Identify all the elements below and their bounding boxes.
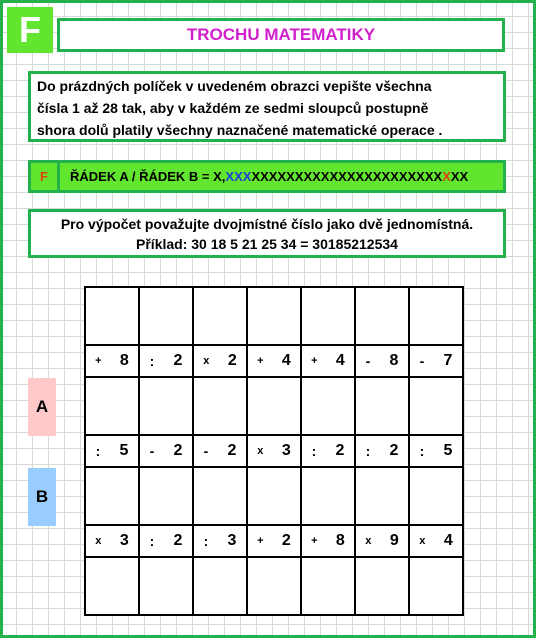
operator-symbol: + <box>257 355 264 367</box>
operand-number: 9 <box>389 532 399 549</box>
answer-cell[interactable] <box>85 377 139 435</box>
operation-cell <box>193 435 247 467</box>
operation-row <box>85 345 463 377</box>
operand-number: 2 <box>335 442 345 459</box>
operation-content <box>194 352 246 370</box>
operand-number: 5 <box>119 442 129 459</box>
formula-middle-part: XXXXXXXXXXXXXXXXXXXXXX <box>251 169 443 184</box>
operator-symbol: : <box>149 353 155 369</box>
operand-number: 2 <box>173 352 183 369</box>
answer-cell[interactable] <box>193 467 247 525</box>
answer-cell[interactable] <box>85 557 139 615</box>
operand-number: 2 <box>281 532 291 549</box>
answer-cell[interactable] <box>409 377 463 435</box>
operand-number: 8 <box>335 532 345 549</box>
operation-content <box>86 532 138 550</box>
operator-symbol: x <box>203 355 210 367</box>
formula-label: F <box>31 163 60 190</box>
answer-cell[interactable] <box>139 377 193 435</box>
answer-cell[interactable] <box>193 377 247 435</box>
operation-content <box>356 352 408 370</box>
operation-cell <box>355 525 409 557</box>
operation-content <box>410 442 462 460</box>
operation-cell <box>355 435 409 467</box>
answer-cell[interactable] <box>247 287 301 345</box>
operation-cell <box>85 525 139 557</box>
answer-cell[interactable] <box>301 287 355 345</box>
operation-content <box>410 352 462 370</box>
answer-cell[interactable] <box>355 287 409 345</box>
operator-symbol: : <box>203 533 209 549</box>
answer-cell[interactable] <box>247 557 301 615</box>
operation-cell <box>247 525 301 557</box>
operation-content <box>140 442 192 460</box>
answer-cell[interactable] <box>355 467 409 525</box>
operation-content <box>302 532 354 550</box>
operand-number: 5 <box>443 442 453 459</box>
operation-content <box>356 532 408 550</box>
note-line-2: Příklad: 30 18 5 21 25 34 = 30185212534 <box>136 236 398 252</box>
operation-cell <box>409 435 463 467</box>
instructions-line-3: shora dolů platily všechny naznačené matematické operace . <box>37 122 443 138</box>
row-label-a: A <box>28 378 56 436</box>
instructions-box <box>28 71 506 142</box>
operation-content <box>140 532 192 550</box>
operation-content <box>248 442 300 460</box>
operation-row <box>85 525 463 557</box>
operation-cell <box>139 345 193 377</box>
operator-symbol: : <box>419 443 425 459</box>
formula-blue-part: XXX <box>225 169 252 184</box>
operation-content <box>248 352 300 370</box>
operand-number: 4 <box>281 352 291 369</box>
note-box <box>28 209 506 258</box>
blank-row <box>85 287 463 345</box>
operation-cell <box>301 435 355 467</box>
formula-text <box>60 169 468 184</box>
operation-cell <box>301 345 355 377</box>
operand-number: 2 <box>389 442 399 459</box>
operation-content <box>302 442 354 460</box>
answer-cell[interactable] <box>139 557 193 615</box>
operator-symbol: x <box>257 445 264 457</box>
operator-symbol: + <box>95 355 102 367</box>
operator-symbol: + <box>311 355 318 367</box>
answer-cell[interactable] <box>409 467 463 525</box>
operand-number: 3 <box>281 442 291 459</box>
blank-row <box>85 557 463 615</box>
operand-number: 3 <box>227 532 237 549</box>
blank-row <box>85 467 463 525</box>
operand-number: 7 <box>443 352 453 369</box>
operand-number: 2 <box>173 532 183 549</box>
operator-symbol: - <box>203 443 209 459</box>
operator-symbol: - <box>365 353 371 369</box>
operator-symbol: - <box>419 353 425 369</box>
puzzle-title: TROCHU MATEMATIKY <box>57 18 505 52</box>
answer-cell[interactable] <box>193 287 247 345</box>
operation-cell <box>301 525 355 557</box>
operation-content <box>86 442 138 460</box>
operation-cell <box>355 345 409 377</box>
answer-cell[interactable] <box>301 467 355 525</box>
formula-prefix: ŘÁDEK A / ŘÁDEK B = X, <box>70 169 226 184</box>
operation-content <box>140 352 192 370</box>
operand-number: 2 <box>227 442 237 459</box>
operator-symbol: x <box>95 535 102 547</box>
puzzle-board <box>84 286 464 616</box>
answer-cell[interactable] <box>85 467 139 525</box>
answer-cell[interactable] <box>355 557 409 615</box>
operator-symbol: - <box>149 443 155 459</box>
answer-cell[interactable] <box>139 467 193 525</box>
answer-cell[interactable] <box>247 467 301 525</box>
operation-content <box>248 532 300 550</box>
puzzle-badge: F <box>7 7 53 53</box>
blank-row <box>85 377 463 435</box>
operand-number: 8 <box>389 352 399 369</box>
operation-cell <box>247 345 301 377</box>
operation-content <box>194 532 246 550</box>
operator-symbol: : <box>365 443 371 459</box>
operator-symbol: x <box>365 535 372 547</box>
answer-cell[interactable] <box>301 557 355 615</box>
puzzle-grid <box>84 286 464 616</box>
operation-cell <box>85 345 139 377</box>
operator-symbol: : <box>311 443 317 459</box>
operation-content <box>356 442 408 460</box>
operation-content <box>410 532 462 550</box>
answer-cell[interactable] <box>301 377 355 435</box>
operand-number: 4 <box>443 532 453 549</box>
formula-suffix: XX <box>450 169 469 184</box>
operation-content <box>194 442 246 460</box>
operation-cell <box>247 435 301 467</box>
formula-bar <box>28 160 506 193</box>
operator-symbol: + <box>311 535 318 547</box>
operation-cell <box>139 525 193 557</box>
operand-number: 2 <box>227 352 237 369</box>
operand-number: 2 <box>173 442 183 459</box>
operand-number: 4 <box>335 352 345 369</box>
answer-cell[interactable] <box>409 287 463 345</box>
answer-cell[interactable] <box>409 557 463 615</box>
operator-symbol: : <box>95 443 101 459</box>
instructions-line-1: Do prázdných políček v uvedeném obrazci vepište všechna <box>37 78 432 94</box>
answer-cell[interactable] <box>355 377 409 435</box>
operator-symbol: + <box>257 535 264 547</box>
operation-cell <box>85 435 139 467</box>
operation-row <box>85 435 463 467</box>
operation-cell <box>193 525 247 557</box>
answer-cell[interactable] <box>139 287 193 345</box>
operand-number: 3 <box>119 532 129 549</box>
operand-number: 8 <box>119 352 129 369</box>
operation-cell <box>139 435 193 467</box>
operation-cell <box>409 345 463 377</box>
operation-cell <box>193 345 247 377</box>
operator-symbol: : <box>149 533 155 549</box>
operation-content <box>302 352 354 370</box>
row-label-b: B <box>28 468 56 526</box>
answer-cell[interactable] <box>247 377 301 435</box>
operation-cell <box>409 525 463 557</box>
answer-cell[interactable] <box>85 287 139 345</box>
operator-symbol: x <box>419 535 426 547</box>
formula-orange-part: X <box>442 169 451 184</box>
instructions-line-2: čísla 1 až 28 tak, aby v každém ze sedmi sloupců postupně <box>37 100 429 116</box>
note-line-1: Pro výpočet považujte dvojmístné číslo jako dvě jednomístná. <box>60 216 474 232</box>
answer-cell[interactable] <box>193 557 247 615</box>
operation-content <box>86 352 138 370</box>
